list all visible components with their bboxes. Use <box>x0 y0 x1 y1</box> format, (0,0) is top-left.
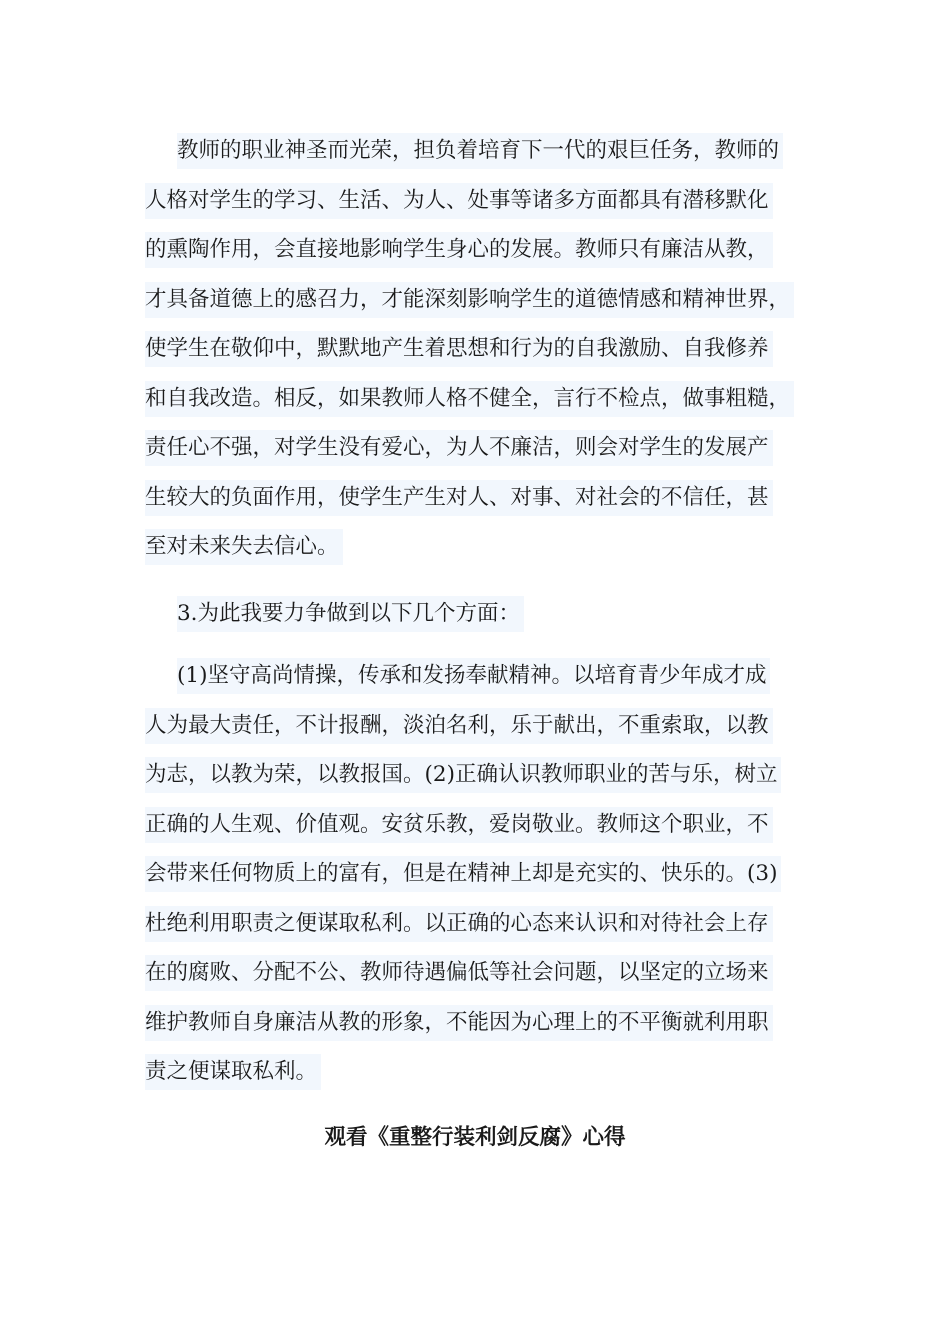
text-line: 教师的职业神圣而光荣，担负着培育下一代的艰巨任务，教师的 <box>145 127 810 177</box>
text-line: 3.为此我要力争做到以下几个方面： <box>145 590 810 640</box>
text-line: 为志，以教为荣，以教报国。(2)正确认识教师职业的苦与乐，树立 <box>145 751 810 801</box>
text-line: 人格对学生的学习、生活、为人、处事等诸多方面都具有潜移默化 <box>145 177 810 227</box>
paragraph-teacher-role <box>145 127 810 573</box>
text-line: 使学生在敬仰中，默默地产生着思想和行为的自我激励、自我修养 <box>145 325 810 375</box>
text-line: 的熏陶作用，会直接地影响学生身心的发展。教师只有廉洁从教， <box>145 226 810 276</box>
text-line: 责之便谋取私利。 <box>145 1048 810 1098</box>
text-line: 杜绝利用职责之便谋取私利。以正确的心态来认识和对待社会上存 <box>145 900 810 950</box>
text-line: 和自我改造。相反，如果教师人格不健全，言行不检点，做事粗糙， <box>145 375 810 425</box>
text-line: 人为最大责任，不计报酬，淡泊名利，乐于献出，不重索取，以教 <box>145 702 810 752</box>
paragraph-aspects-intro <box>145 590 810 640</box>
text-line: 维护教师自身廉洁从教的形象，不能因为心理上的不平衡就利用职 <box>145 999 810 1049</box>
paragraph-aspects-list <box>145 652 810 1098</box>
text-line: 在的腐败、分配不公、教师待遇偏低等社会问题，以坚定的立场来 <box>145 949 810 999</box>
text-line: 正确的人生观、价值观。安贫乐教，爱岗敬业。教师这个职业，不 <box>145 801 810 851</box>
text-line: 责任心不强，对学生没有爱心，为人不廉洁，则会对学生的发展产 <box>145 424 810 474</box>
text-line: 生较大的负面作用，使学生产生对人、对事、对社会的不信任，甚 <box>145 474 810 524</box>
text-line: (1)坚守高尚情操，传承和发扬奉献精神。以培育青少年成才成 <box>145 652 810 702</box>
text-line: 会带来任何物质上的富有，但是在精神上却是充实的、快乐的。(3) <box>145 850 810 900</box>
text-line: 至对未来失去信心。 <box>145 523 810 573</box>
text-line: 才具备道德上的感召力，才能深刻影响学生的道德情感和精神世界， <box>145 276 810 326</box>
section-heading: 观看《重整行装利剑反腐》心得 <box>324 1125 626 1150</box>
